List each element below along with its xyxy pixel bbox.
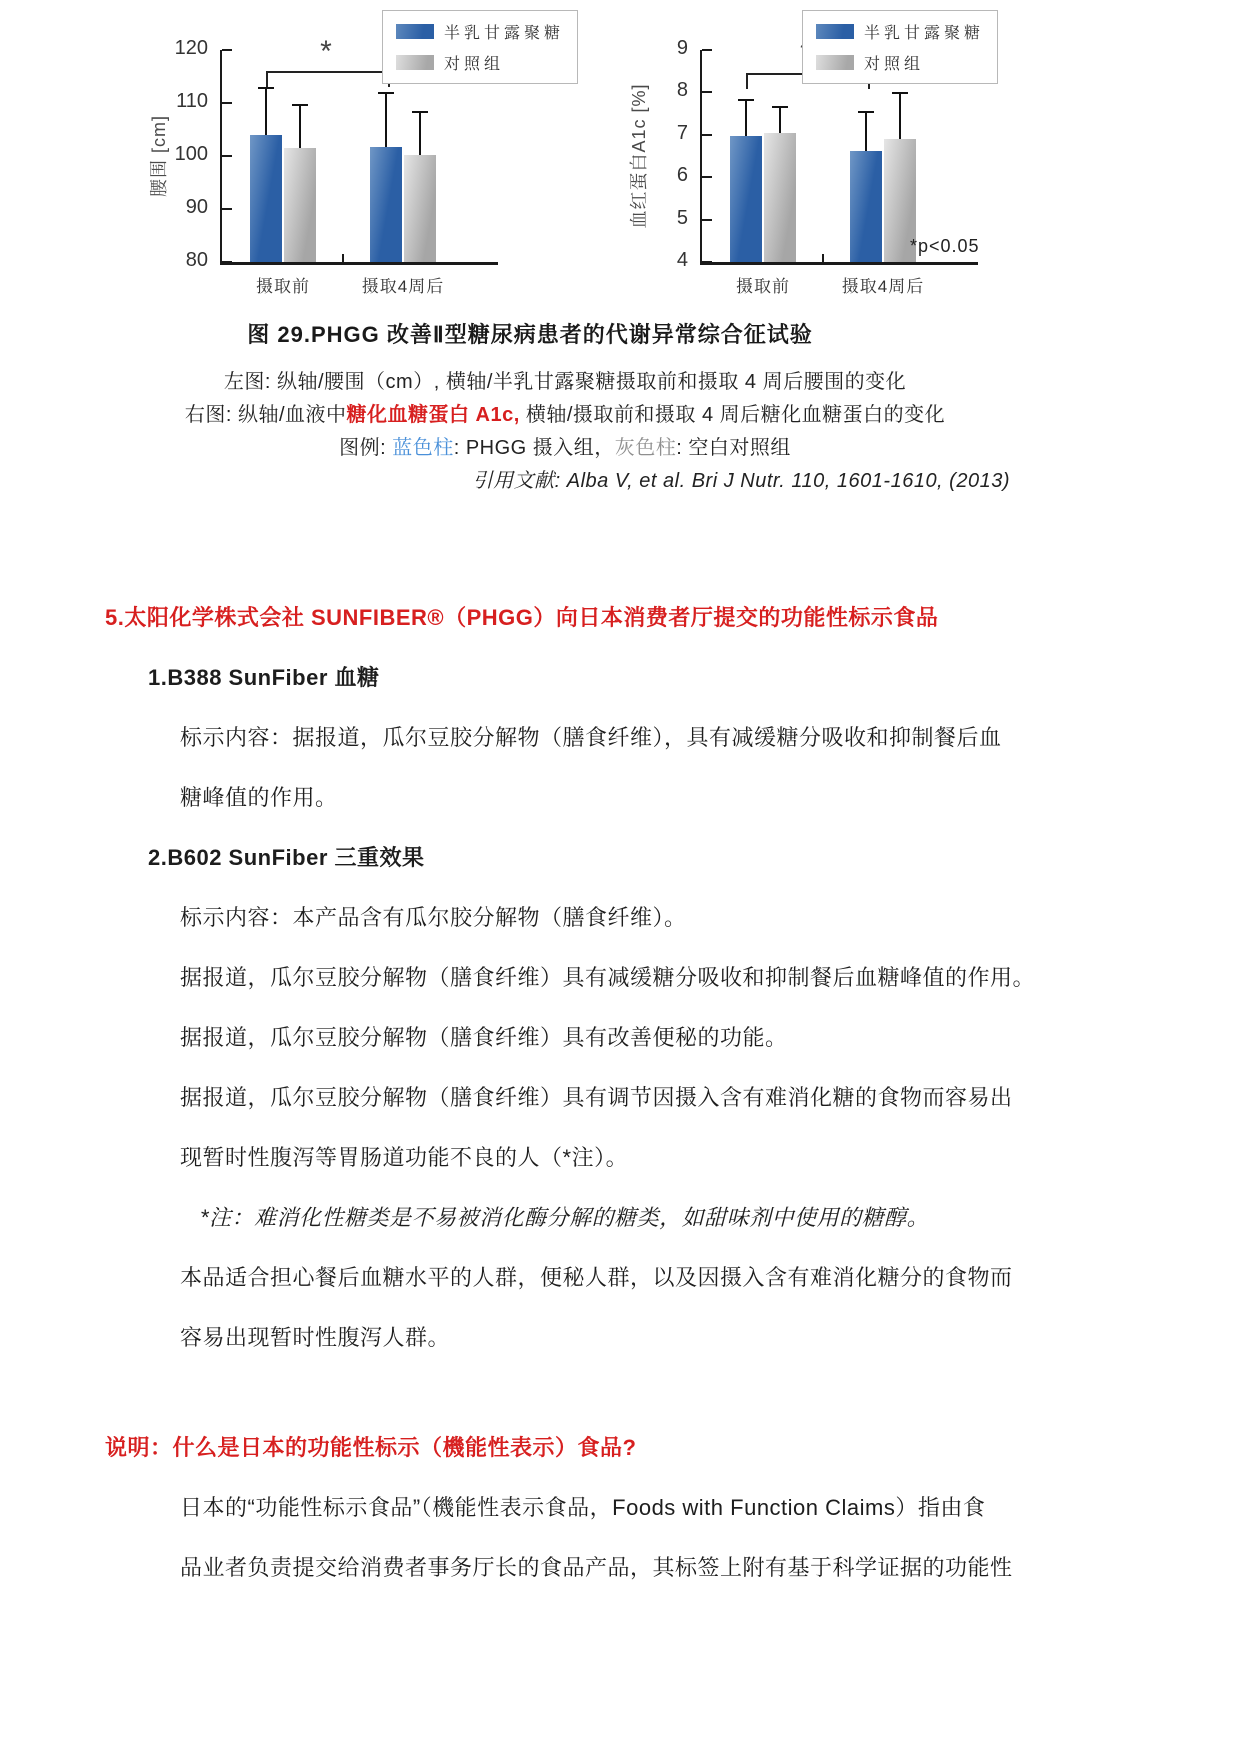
section-heading: 5.太阳化学株式会社 SUNFIBER®（PHGG）向日本消费者厅提交的功能性标示食品 xyxy=(105,604,939,630)
x-category-label: 摄取4周后 xyxy=(361,277,445,296)
figure-note-segment: 蓝色柱 xyxy=(392,437,454,459)
y-tick-mark xyxy=(222,261,232,263)
bar-phgg-group2 xyxy=(850,151,882,262)
figure-charts xyxy=(0,0,1240,306)
legend-label: 对照组 xyxy=(864,56,925,73)
error-bar-line xyxy=(745,100,747,136)
y-tick-mark xyxy=(702,91,712,93)
y-tick-label: 110 xyxy=(176,90,208,112)
y-tick-label: 100 xyxy=(174,143,208,165)
waist-chart xyxy=(140,8,600,306)
legend xyxy=(382,10,578,84)
x-category-label: 摄取4周后 xyxy=(841,277,925,296)
spacer xyxy=(0,1366,1240,1416)
y-tick-label: 4 xyxy=(676,249,688,271)
error-bar-cap xyxy=(858,111,874,113)
y-tick-mark xyxy=(702,176,712,178)
body-line: 品业者负责提交给消费者事务厅长的食品产品，其标签上附有基于科学证据的功能性 xyxy=(180,1554,1013,1580)
figure-notes xyxy=(0,366,1130,498)
x-category-label: 摄取前 xyxy=(256,277,310,296)
figure-note-line xyxy=(0,432,1130,465)
y-tick-mark xyxy=(222,102,232,104)
error-bar-cap xyxy=(258,87,274,89)
legend-label: 对照组 xyxy=(444,56,505,73)
bar-control-group1 xyxy=(764,133,796,262)
legend-label: 半乳甘露聚糖 xyxy=(444,25,565,42)
legend-item xyxy=(816,51,984,74)
x-tick-mark xyxy=(822,254,824,262)
x-axis xyxy=(220,262,498,265)
error-bar-line xyxy=(265,88,267,135)
figure-caption: 图 29.PHGG 改善Ⅱ型糖尿病患者的代谢异常综合征试验 xyxy=(247,322,813,347)
error-bar-cap xyxy=(892,92,908,94)
error-bar-line xyxy=(385,93,387,147)
error-bar-line xyxy=(865,112,867,151)
x-category-label: 摄取前 xyxy=(736,277,790,296)
document-body xyxy=(0,646,1240,1596)
phgg-legend-swatch-icon xyxy=(396,24,434,39)
figure-note-segment: 右图: 纵轴/血液中 xyxy=(184,404,347,426)
x-axis xyxy=(700,262,978,265)
subsection-heading: 1.B388 SunFiber 血糖 xyxy=(148,664,380,690)
body-line: 容易出现暂时性腹泻人群。 xyxy=(180,1324,451,1350)
bar-phgg-group1 xyxy=(730,136,762,262)
figure-note-segment: 左图: 纵轴/腰围（cm）, 横轴/半乳甘露聚糖摄取前和摄取 4 周后腰围的变化 xyxy=(223,371,907,393)
y-tick-mark xyxy=(702,134,712,136)
bar-control-group2 xyxy=(404,155,436,262)
bar-control-group1 xyxy=(284,148,316,262)
y-tick-label: 6 xyxy=(676,164,688,187)
error-bar-cap xyxy=(738,99,754,101)
y-axis xyxy=(700,50,702,265)
figure-note-segment: 灰色柱 xyxy=(614,437,677,459)
body-line: 本品适合担心餐后血糖水平的人群，便秘人群，以及因摄入含有难消化糖分的食物而 xyxy=(180,1264,1013,1290)
y-tick-label: 9 xyxy=(676,37,688,59)
legend-item xyxy=(396,20,564,43)
y-axis xyxy=(220,50,222,265)
y-tick-mark xyxy=(222,49,232,51)
error-bar-line xyxy=(899,93,901,139)
figure-note-segment: 引用文献: Alba V, et al. Bri J Nutr. 110, 1601-1610, (2013) xyxy=(472,470,1010,492)
error-bar-cap xyxy=(772,106,788,108)
legend xyxy=(802,10,998,84)
body-line: 现暂时性腹泻等胃肠道功能不良的人（*注）。 xyxy=(180,1144,629,1170)
bar-phgg-group2 xyxy=(370,147,402,262)
y-tick-mark xyxy=(222,208,232,210)
phgg-legend-swatch-icon xyxy=(816,24,854,39)
x-tick-mark xyxy=(342,254,344,262)
footnote-line: *注：难消化性糖类是不易被消化酶分解的糖类，如甜味剂中使用的糖醇。 xyxy=(200,1204,930,1230)
error-bar-line xyxy=(419,112,421,155)
explain-heading: 说明：什么是日本的功能性标示（機能性表示）食品? xyxy=(105,1434,637,1460)
y-tick-label: 90 xyxy=(185,196,208,218)
significance-asterisk: * xyxy=(320,35,332,69)
y-tick-mark xyxy=(702,261,712,263)
subsection-heading: 2.B602 SunFiber 三重效果 xyxy=(148,844,425,870)
y-axis-title: 腰围 [cm] xyxy=(149,115,169,197)
body-line: 日本的“功能性标示食品”（機能性表示食品，Foods with Function Claims）指由食 xyxy=(180,1494,986,1520)
y-tick-label: 8 xyxy=(676,79,688,102)
error-bar-cap xyxy=(292,104,308,106)
body-line: 据报道，瓜尔豆胶分解物（膳食纤维）具有减缓糖分吸收和抑制餐后血糖峰值的作用。 xyxy=(180,964,1036,990)
y-tick-label: 120 xyxy=(174,37,208,59)
y-tick-mark xyxy=(222,155,232,157)
figure-note-segment: : 空白对照组 xyxy=(676,437,791,459)
error-bar-cap xyxy=(378,92,394,94)
bar-phgg-group1 xyxy=(250,135,282,262)
figure-note-segment: 糖化血糖蛋白 A1c, xyxy=(346,404,520,426)
figure-note-segment: : PHGG 摄入组， xyxy=(453,437,615,459)
figure-note-segment: 图例: xyxy=(339,437,393,459)
y-tick-mark xyxy=(702,219,712,221)
body-line: 据报道，瓜尔豆胶分解物（膳食纤维）具有改善便秘的功能。 xyxy=(180,1024,788,1050)
p-value-note: *p<0.05 xyxy=(910,236,980,256)
legend-item xyxy=(396,51,564,74)
error-bar-line xyxy=(299,105,301,148)
figure-note-line xyxy=(0,465,1130,498)
body-line: 糖峰值的作用。 xyxy=(180,784,338,810)
figure-note-line xyxy=(0,366,1130,399)
y-tick-label: 5 xyxy=(676,206,688,229)
error-bar-line xyxy=(779,107,781,132)
error-bar-cap xyxy=(412,111,428,113)
y-tick-label: 80 xyxy=(185,249,208,271)
y-tick-label: 7 xyxy=(676,121,688,144)
control-legend-swatch-icon xyxy=(816,55,854,70)
figure-note-line xyxy=(0,399,1130,432)
figure-note-segment: 横轴/摄取前和摄取 4 周后糖化血糖蛋白的变化 xyxy=(519,404,946,426)
body-line: 标示内容：据报道，瓜尔豆胶分解物（膳食纤维），具有减缓糖分吸收和抑制餐后血 xyxy=(180,724,1002,750)
significance-bracket xyxy=(266,71,390,87)
control-legend-swatch-icon xyxy=(396,55,434,70)
legend-label: 半乳甘露聚糖 xyxy=(864,25,985,42)
y-axis-title: 血红蛋白A1c [%] xyxy=(629,83,649,229)
hba1c-chart xyxy=(620,8,1080,306)
body-line: 据报道，瓜尔豆胶分解物（膳食纤维）具有调节因摄入含有难消化糖的食物而容易出 xyxy=(180,1084,1013,1110)
y-tick-mark xyxy=(702,49,712,51)
body-line: 标示内容：本产品含有瓜尔胶分解物（膳食纤维）。 xyxy=(180,904,687,930)
legend-item xyxy=(816,20,984,43)
